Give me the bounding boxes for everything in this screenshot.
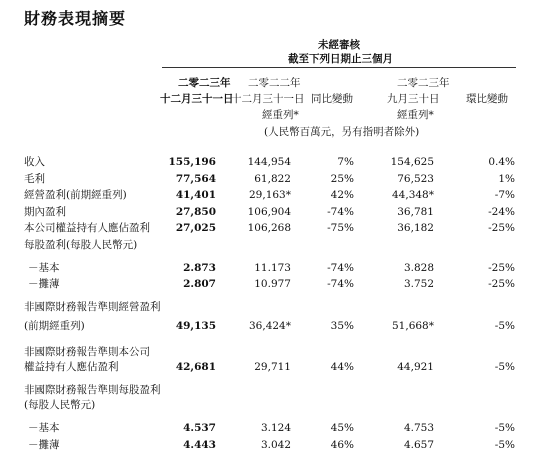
row-value-c2: 29,163* [249, 189, 291, 201]
row-label: 期內盈利 [24, 206, 66, 218]
col4-year: 二零二三年 [397, 77, 450, 89]
row-value-c4: 4.753 [403, 422, 434, 434]
row-value-c1: 2.807 [183, 278, 216, 290]
table-row [0, 398, 550, 412]
row-value-c4: 154,625 [390, 156, 434, 168]
table-row [0, 438, 550, 452]
row-label: 每股盈利(每股人民幣元) [24, 239, 138, 251]
row-value-c5: -25% [488, 262, 515, 274]
row-value-c3: 46% [330, 439, 354, 451]
table-row [0, 172, 550, 186]
row-value-c4: 4.657 [403, 439, 434, 451]
row-value-c2: 144,954 [247, 156, 291, 168]
table-row [0, 360, 550, 374]
row-value-c2: 10.977 [254, 278, 291, 290]
row-value-c2: 61,822 [254, 173, 291, 185]
row-label: 收入 [24, 156, 45, 168]
row-value-c4: 3.828 [403, 262, 434, 274]
table-row [0, 277, 550, 291]
row-label: －基本 [28, 262, 60, 274]
row-value-c3: 45% [330, 422, 354, 434]
row-value-c5: -5% [494, 361, 515, 373]
row-value-c3: 7% [337, 156, 354, 168]
row-value-c3: -74% [327, 262, 354, 274]
col1-date: 十二月三十一日 [160, 93, 234, 105]
row-value-c4: 76,523 [397, 173, 434, 185]
row-value-c2: 29,711 [254, 361, 291, 373]
row-value-c5: -7% [494, 189, 515, 201]
row-label: 權益持有人應佔盈利 [24, 361, 119, 373]
row-label: 非國際財務報告準則本公司 [24, 346, 150, 358]
row-label: －攤薄 [28, 278, 60, 290]
col1-year: 二零二三年 [178, 77, 231, 89]
row-value-c2: 3.124 [260, 422, 291, 434]
unaudited-label: 未經審核 [318, 39, 360, 51]
row-label: (每股人民幣元) [24, 399, 96, 411]
row-value-c1: 27,850 [175, 206, 216, 218]
row-value-c5: 0.4% [488, 156, 515, 168]
row-value-c3: 44% [330, 361, 354, 373]
table-row [0, 345, 550, 359]
row-value-c1: 27,025 [175, 222, 216, 234]
unit-note: (人民幣百萬元，另有指明者除外) [264, 126, 420, 138]
row-value-c3: 25% [330, 173, 354, 185]
row-value-c1: 42,681 [175, 361, 216, 373]
row-value-c4: 36,781 [397, 206, 434, 218]
row-value-c4: 44,348* [392, 189, 434, 201]
col4-date: 九月三十日 [387, 93, 440, 105]
row-value-c3: 35% [330, 320, 354, 332]
header-rule [162, 67, 516, 68]
page-title: 財務表現摘要 [24, 9, 127, 28]
row-value-c1: 41,401 [175, 189, 216, 201]
row-value-c4: 3.752 [403, 278, 434, 290]
row-value-c5: -25% [488, 278, 515, 290]
row-value-c1: 77,564 [175, 173, 216, 185]
row-label: (前期經重列) [24, 320, 85, 332]
row-value-c5: 1% [498, 173, 515, 185]
col4-restated: 經重列* [397, 109, 434, 121]
row-value-c4: 51,668* [392, 320, 434, 332]
row-label: 非國際財務報告準則經營盈利 [24, 301, 161, 313]
row-label: 非國際財務報告準則每股盈利 [24, 384, 161, 396]
row-value-c2: 36,424* [249, 320, 291, 332]
row-value-c3: 42% [330, 189, 354, 201]
row-value-c2: 3.042 [260, 439, 291, 451]
col5-qoq: 環比變動 [466, 93, 508, 105]
row-value-c5: -24% [488, 206, 515, 218]
table-row [0, 261, 550, 275]
period-label: 截至下列日期止三個月 [288, 53, 393, 65]
row-value-c5: -25% [488, 222, 515, 234]
table-row [0, 188, 550, 202]
col2-year: 二零二二年 [248, 77, 301, 89]
col3-yoy: 同比變動 [311, 93, 353, 105]
row-value-c5: -5% [494, 439, 515, 451]
row-label: 毛利 [24, 173, 45, 185]
row-value-c1: 155,196 [168, 156, 216, 168]
table-row [0, 421, 550, 435]
row-value-c4: 44,921 [397, 361, 434, 373]
table-row [0, 300, 550, 314]
row-label: 經營盈利(前期經重列) [24, 189, 127, 201]
row-label: －攤薄 [28, 439, 60, 451]
row-value-c4: 36,182 [397, 222, 434, 234]
table-row [0, 238, 550, 252]
row-value-c3: -74% [327, 278, 354, 290]
row-value-c1: 4.537 [183, 422, 216, 434]
table-row [0, 319, 550, 333]
row-value-c2: 106,268 [247, 222, 291, 234]
row-label: 本公司權益持有人應佔盈利 [24, 222, 150, 234]
row-value-c2: 11.173 [254, 262, 291, 274]
table-row [0, 155, 550, 169]
col2-date: 十二月三十一日 [231, 93, 305, 105]
row-value-c1: 2.873 [183, 262, 216, 274]
row-value-c1: 49,135 [175, 320, 216, 332]
row-value-c1: 4.443 [183, 439, 216, 451]
table-row [0, 221, 550, 235]
row-value-c3: -75% [327, 222, 354, 234]
row-value-c5: -5% [494, 422, 515, 434]
row-label: －基本 [28, 422, 60, 434]
row-value-c3: -74% [327, 206, 354, 218]
table-row [0, 383, 550, 397]
row-value-c5: -5% [494, 320, 515, 332]
col2-restated: 經重列* [262, 109, 299, 121]
table-row [0, 205, 550, 219]
row-value-c2: 106,904 [247, 206, 291, 218]
